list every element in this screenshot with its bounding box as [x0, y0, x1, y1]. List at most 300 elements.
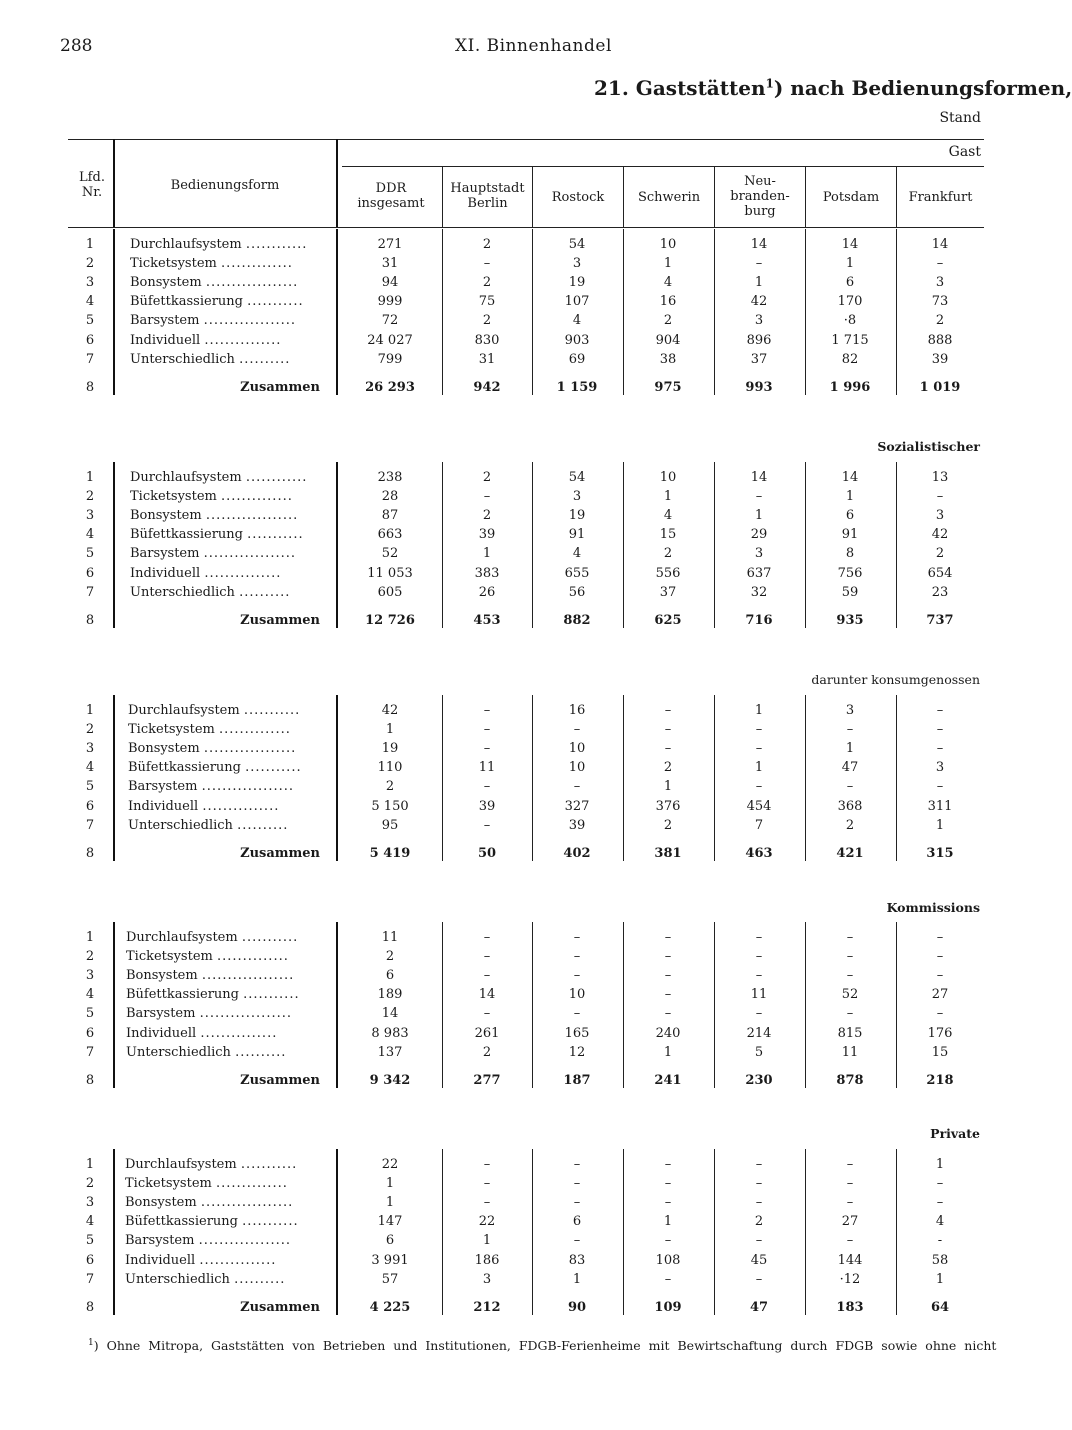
row-label — [130, 470, 330, 485]
row-label-text: Ticketsystem — [128, 722, 215, 738]
cell-value: 10 — [659, 237, 677, 252]
cell-value: 42 — [931, 527, 949, 543]
leader-dots: ........... — [247, 527, 304, 543]
cell-value: – — [936, 779, 944, 795]
header-divider — [336, 139, 338, 227]
table-row — [0, 1253, 1024, 1272]
cell-value: 11 — [750, 987, 768, 1003]
cell-value: 14 — [381, 1006, 399, 1022]
cell-value: 421 — [836, 845, 864, 861]
row-label-text: Bonsystem — [126, 968, 198, 984]
cell-value: – — [483, 722, 491, 738]
row-number: 8 — [85, 845, 95, 861]
cell-value: 8 — [845, 546, 855, 562]
cell-value: 1 — [385, 1195, 395, 1211]
gast-label: Gast — [948, 144, 981, 160]
cell-value: – — [846, 968, 854, 984]
cell-value: – — [755, 1176, 763, 1192]
table-row — [0, 818, 1024, 837]
footnote-text: ) Ohne Mitropa, Gaststätten von Betrieben und Institutionen, FDGB-Ferienheime mit Bewirtschaftung durch FDGB sowie ohne nicht — [93, 1338, 997, 1354]
leader-dots: .................. — [198, 1233, 291, 1249]
cell-value: – — [573, 1157, 581, 1172]
row-number: 7 — [85, 1044, 95, 1060]
cell-value: – — [755, 1233, 763, 1249]
cell-value: – — [573, 1176, 581, 1192]
cell-value: 39 — [478, 527, 496, 543]
col-header-lfd-nr — [72, 170, 112, 200]
cell-value: – — [936, 703, 944, 718]
cell-value: 95 — [381, 817, 399, 833]
cell-value: 7 — [754, 817, 764, 833]
cell-value: 1 — [663, 1214, 673, 1230]
cell-value: 73 — [931, 294, 949, 310]
cell-value: 4 — [935, 1214, 945, 1230]
cell-value: 756 — [837, 565, 863, 581]
cell-value: 5 419 — [369, 845, 411, 861]
cell-value: – — [846, 1195, 854, 1211]
cell-value: 605 — [377, 584, 403, 600]
cell-value: – — [664, 930, 672, 945]
gast-rule — [342, 166, 984, 167]
cell-value: – — [483, 1006, 491, 1022]
row-label-text: Büfettkassierung — [130, 527, 243, 543]
cell-value: 108 — [655, 1252, 681, 1268]
total-label: Zusammen — [240, 845, 320, 861]
cell-value: 23 — [931, 584, 949, 600]
row-label — [130, 585, 330, 600]
row-number: 2 — [85, 256, 95, 272]
cell-value: 6 — [845, 508, 855, 524]
row-label — [130, 237, 330, 252]
cell-value: – — [936, 489, 944, 505]
col-header-berlin-line1: Hauptstadt — [450, 181, 525, 196]
row-number: 5 — [85, 1006, 95, 1022]
row-label-text: Büfettkassierung — [130, 294, 243, 310]
leader-dots: ............... — [204, 332, 282, 348]
cell-value: 214 — [746, 1025, 772, 1041]
row-label-text: Barsystem — [130, 313, 200, 329]
cell-value: 9 342 — [369, 1072, 411, 1088]
row-number: 6 — [85, 332, 95, 348]
cell-value: 2 — [482, 313, 492, 329]
table-row — [0, 1195, 1024, 1214]
table-row — [0, 1006, 1024, 1025]
table-row — [0, 585, 1024, 604]
cell-value: 144 — [837, 1252, 863, 1268]
table-title-main: Gaststätten — [635, 76, 766, 100]
cell-value: 15 — [659, 527, 677, 543]
cell-value: – — [846, 1233, 854, 1249]
cell-value: 2 — [935, 313, 945, 329]
cell-value: 888 — [927, 332, 953, 348]
cell-value: 137 — [377, 1044, 403, 1060]
cell-value: 2 — [663, 313, 673, 329]
row-label — [126, 1006, 326, 1021]
col-header-rostock: Rostock — [551, 190, 605, 205]
leader-dots: .................. — [203, 313, 296, 329]
row-label — [128, 799, 328, 814]
row-number: 3 — [85, 508, 95, 524]
table-row — [0, 566, 1024, 585]
cell-value: – — [573, 722, 581, 738]
cell-value: – — [664, 949, 672, 965]
cell-value: 10 — [568, 741, 586, 757]
table-row — [0, 930, 1024, 949]
cell-value: 2 — [845, 817, 855, 833]
row-label — [130, 333, 330, 348]
row-label-text: Individuell — [130, 332, 201, 348]
cell-value: – — [573, 930, 581, 945]
cell-value: 52 — [381, 546, 399, 562]
cell-value: 19 — [381, 741, 399, 757]
cell-value: 12 — [568, 1044, 586, 1060]
section-label: darunter konsumgenossen — [811, 672, 980, 687]
cell-value: – — [573, 1233, 581, 1249]
cell-value: – — [483, 1176, 491, 1192]
table-row — [0, 987, 1024, 1006]
cell-value: 3 — [482, 1271, 492, 1287]
cell-value: 165 — [564, 1025, 590, 1041]
cell-value: 904 — [655, 332, 681, 348]
cell-value: 1 — [754, 760, 764, 776]
leader-dots: .......... — [239, 351, 291, 367]
cell-value: 94 — [381, 275, 399, 291]
cell-value: – — [664, 1233, 672, 1249]
cell-value: 54 — [568, 470, 586, 485]
table-row — [0, 527, 1024, 546]
cell-value: 402 — [563, 845, 591, 861]
col-header-berlin — [443, 181, 532, 211]
cell-value: 31 — [381, 256, 399, 272]
row-label-text: Büfettkassierung — [125, 1214, 238, 1230]
row-label — [130, 352, 330, 367]
row-label — [128, 722, 328, 737]
cell-value: – — [664, 1006, 672, 1022]
cell-value: 2 — [754, 1214, 764, 1230]
cell-value: 15 — [931, 1044, 949, 1060]
cell-value: 1 — [754, 508, 764, 524]
cell-value: – — [483, 256, 491, 272]
table-row — [0, 1214, 1024, 1233]
row-number: 7 — [85, 584, 95, 600]
table-row — [0, 470, 1024, 489]
leader-dots: ............... — [202, 798, 280, 814]
col-header-ddr-line1: DDR — [375, 181, 407, 196]
cell-value: 737 — [926, 612, 954, 628]
row-number: 1 — [85, 930, 95, 945]
row-number: 5 — [85, 313, 95, 329]
cell-value: 453 — [473, 612, 501, 628]
row-label — [126, 949, 326, 964]
total-row — [0, 846, 1024, 865]
leader-dots: ........... — [247, 294, 304, 310]
row-label-text: Unterschiedlich — [126, 1044, 231, 1060]
cell-value: 42 — [750, 294, 768, 310]
row-label-text: Bonsystem — [130, 275, 202, 291]
leader-dots: .............. — [220, 489, 293, 505]
cell-value: – — [573, 1195, 581, 1211]
cell-value: – — [664, 968, 672, 984]
cell-value: – — [936, 949, 944, 965]
cell-value: 107 — [564, 294, 590, 310]
cell-value: 655 — [564, 565, 590, 581]
cell-value: – — [755, 930, 763, 945]
row-label-text: Barsystem — [130, 546, 200, 562]
cell-value: 2 — [663, 817, 673, 833]
cell-value: – — [846, 930, 854, 945]
total-row — [0, 613, 1024, 632]
cell-value: 87 — [381, 508, 399, 524]
cell-value: – — [483, 968, 491, 984]
row-label-text: Individuell — [130, 565, 201, 581]
row-number: 2 — [85, 489, 95, 505]
cell-value: 10 — [659, 470, 677, 485]
cell-value: 4 — [572, 313, 582, 329]
footnote-mark: 1 — [88, 1338, 94, 1348]
row-number: 3 — [85, 741, 95, 757]
row-label — [130, 527, 330, 542]
total-label: Zusammen — [240, 1072, 320, 1088]
row-number: 7 — [85, 817, 95, 833]
cell-value: 47 — [841, 760, 859, 776]
row-label — [126, 968, 326, 983]
cell-value: – — [664, 741, 672, 757]
cell-value: 37 — [659, 584, 677, 600]
row-number: 6 — [85, 1252, 95, 1268]
footnote — [88, 1338, 996, 1353]
table-row — [0, 1045, 1024, 1064]
cell-value: 14 — [841, 470, 859, 485]
cell-value: 186 — [474, 1252, 500, 1268]
cell-value: 1 — [482, 546, 492, 562]
cell-value: – — [664, 987, 672, 1003]
cell-value: 72 — [381, 313, 399, 329]
row-label-text: Büfettkassierung — [128, 760, 241, 776]
cell-value: 57 — [381, 1271, 399, 1287]
cell-value: 261 — [474, 1025, 500, 1041]
cell-value: 1 — [663, 779, 673, 795]
row-label — [126, 987, 326, 1002]
row-number: 6 — [85, 565, 95, 581]
cell-value: 147 — [377, 1214, 403, 1230]
cell-value: 2 — [663, 760, 673, 776]
row-number: 1 — [85, 1157, 95, 1172]
cell-value: 1 — [663, 489, 673, 505]
cell-value: 82 — [841, 351, 859, 367]
cell-value: – — [755, 489, 763, 505]
cell-value: 663 — [377, 527, 403, 543]
cell-value: 315 — [926, 845, 954, 861]
table-row — [0, 722, 1024, 741]
row-label — [126, 1045, 326, 1060]
leader-dots: .............. — [220, 256, 293, 272]
row-number: 5 — [85, 546, 95, 562]
cell-value: – — [755, 1195, 763, 1211]
leader-dots: .............. — [216, 949, 289, 965]
col-header-neub-line2: branden- — [730, 189, 790, 204]
row-label-text: Ticketsystem — [125, 1176, 212, 1192]
col-header-lfd: Lfd. — [79, 170, 105, 185]
total-label: Zusammen — [240, 612, 320, 628]
cell-value: 16 — [568, 703, 586, 718]
row-label — [128, 741, 328, 756]
cell-value: 19 — [568, 508, 586, 524]
cell-value: – — [755, 1271, 763, 1287]
col-header-neub-line1: Neu- — [744, 174, 776, 189]
cell-value: 311 — [927, 798, 953, 814]
cell-value: 625 — [654, 612, 682, 628]
cell-value: 110 — [377, 760, 403, 776]
col-header-frankfurt: Frankfurt — [908, 190, 973, 205]
cell-value: 277 — [473, 1072, 501, 1088]
cell-value: – — [573, 1006, 581, 1022]
col-header-potsdam: Potsdam — [822, 190, 880, 205]
table-row — [0, 294, 1024, 313]
row-label — [125, 1195, 325, 1210]
cell-value: 3 — [572, 489, 582, 505]
cell-value: 1 996 — [829, 379, 871, 395]
cell-value: 1 159 — [556, 379, 598, 395]
row-number: 2 — [85, 949, 95, 965]
cell-value: 170 — [837, 294, 863, 310]
leader-dots: ............... — [204, 565, 282, 581]
cell-value: 6 — [385, 1233, 395, 1249]
cell-value: 999 — [377, 294, 403, 310]
cell-value: 1 715 — [831, 332, 869, 348]
row-number: 6 — [85, 798, 95, 814]
section-label: Kommissions — [886, 900, 980, 915]
cell-value: 230 — [745, 1072, 773, 1088]
leader-dots: ............ — [245, 470, 308, 485]
cell-value: – — [664, 1271, 672, 1287]
cell-value: 28 — [381, 489, 399, 505]
row-number: 7 — [85, 351, 95, 367]
table-row — [0, 489, 1024, 508]
row-label-text: Bonsystem — [128, 741, 200, 757]
cell-value: 2 — [935, 546, 945, 562]
cell-value: 26 293 — [365, 379, 415, 395]
cell-value: 2 — [663, 546, 673, 562]
row-label — [125, 1176, 325, 1191]
table-row — [0, 1176, 1024, 1195]
cell-value: 637 — [746, 565, 772, 581]
row-number: 4 — [85, 760, 95, 776]
row-label-text: Individuell — [126, 1025, 197, 1041]
cell-value: 50 — [477, 845, 497, 861]
table-row — [0, 275, 1024, 294]
table-row — [0, 779, 1024, 798]
row-label-text: Büfettkassierung — [126, 987, 239, 1003]
row-number: 5 — [85, 779, 95, 795]
cell-value: – — [936, 968, 944, 984]
cell-value: 4 — [572, 546, 582, 562]
cell-value: 3 — [935, 508, 945, 524]
cell-value: 327 — [564, 798, 590, 814]
cell-value: – — [664, 1157, 672, 1172]
cell-value: – — [936, 741, 944, 757]
cell-value: 47 — [749, 1299, 769, 1315]
cell-value: 654 — [927, 565, 953, 581]
cell-value: – — [846, 1176, 854, 1192]
cell-value: – — [755, 1006, 763, 1022]
cell-value: 14 — [750, 470, 768, 485]
cell-value: – — [483, 489, 491, 505]
row-label — [125, 1214, 325, 1229]
row-number: 6 — [85, 1025, 95, 1041]
cell-value: 882 — [563, 612, 591, 628]
cell-value: 3 991 — [371, 1252, 409, 1268]
cell-value: 1 — [935, 817, 945, 833]
cell-value: 176 — [927, 1025, 953, 1041]
cell-value: – — [846, 1006, 854, 1022]
leader-dots: .................. — [205, 275, 299, 291]
leader-dots: .................. — [201, 968, 295, 984]
cell-value: 1 — [935, 1157, 945, 1172]
cell-value: – — [664, 722, 672, 738]
cell-value: – — [483, 703, 491, 718]
row-label — [128, 818, 328, 833]
cell-value: – — [936, 1176, 944, 1192]
cell-value: 6 — [385, 968, 395, 984]
cell-value: 2 — [482, 237, 492, 252]
col-header-nr: Nr. — [81, 185, 103, 200]
cell-value: 91 — [568, 527, 586, 543]
leader-dots: ........... — [243, 987, 300, 1003]
cell-value: – — [664, 703, 672, 718]
cell-value: 59 — [841, 584, 859, 600]
cell-value: 42 — [381, 703, 399, 718]
leader-dots: .............. — [215, 1176, 288, 1192]
cell-value: 1 — [663, 1044, 673, 1060]
row-label — [128, 779, 328, 794]
section-label: Sozialistischer — [877, 439, 980, 454]
row-label — [130, 256, 330, 271]
cell-value: 3 — [935, 760, 945, 776]
cell-value: 187 — [563, 1072, 591, 1088]
cell-value: 799 — [377, 351, 403, 367]
row-number: 7 — [85, 1271, 95, 1287]
cell-value: – — [483, 930, 491, 945]
cell-value: – — [664, 1176, 672, 1192]
cell-value: 1 — [385, 722, 395, 738]
cell-value: 5 150 — [371, 798, 409, 814]
row-number: 4 — [85, 527, 95, 543]
cell-value: 189 — [377, 987, 403, 1003]
leader-dots: ........... — [245, 760, 302, 776]
row-label-text: Individuell — [128, 798, 199, 814]
table-row — [0, 313, 1024, 332]
cell-value: – — [573, 779, 581, 795]
row-label-text: Durchlaufsystem — [125, 1157, 237, 1172]
row-label-text: Durchlaufsystem — [126, 930, 238, 945]
cell-value: – — [483, 779, 491, 795]
cell-value: 22 — [381, 1157, 399, 1172]
cell-value: – — [936, 722, 944, 738]
cell-value: 83 — [568, 1252, 586, 1268]
table-row — [0, 741, 1024, 760]
cell-value: – — [755, 968, 763, 984]
cell-value: 39 — [568, 817, 586, 833]
leader-dots: .................. — [203, 546, 296, 562]
cell-value: 381 — [654, 845, 682, 861]
leader-dots: .................. — [205, 508, 299, 524]
cell-value: 183 — [836, 1299, 864, 1315]
leader-dots: ............... — [200, 1025, 278, 1041]
row-number: 1 — [85, 470, 95, 485]
cell-value: – — [936, 1195, 944, 1211]
cell-value: 4 — [663, 508, 673, 524]
row-number: 4 — [85, 294, 95, 310]
